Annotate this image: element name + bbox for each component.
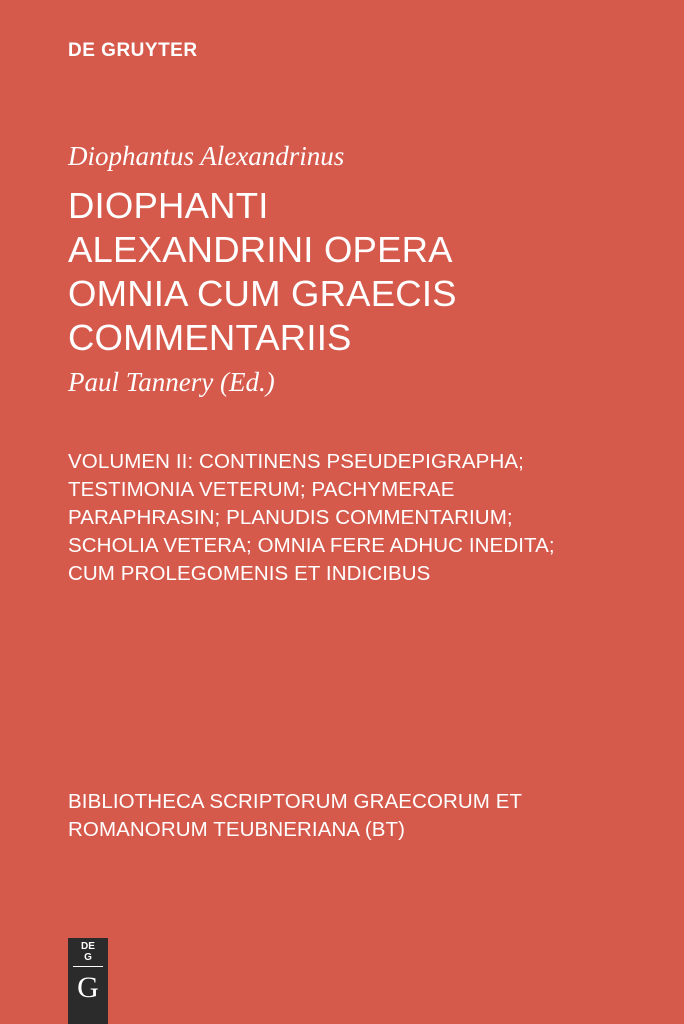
book-title [68, 184, 668, 360]
editor-name: Paul Tannery (Ed.) [68, 367, 275, 397]
title-line: ALEXANDRINI OPERA [68, 229, 453, 270]
publisher-name: DE GRUYTER [68, 40, 198, 61]
logo-small-text [68, 941, 108, 963]
volume-description [68, 448, 668, 588]
de-gruyter-logo [68, 938, 108, 1024]
title-line: DIOPHANTI [68, 185, 269, 226]
volume-line: CUM PROLEGOMENIS ET INDICIBUS [68, 562, 431, 585]
volume-line: VOLUMEN II: CONTINENS PSEUDEPIGRAPHA; [68, 450, 524, 473]
title-line: COMMENTARIIS [68, 317, 352, 358]
volume-line: PARAPHRASIN; PLANUDIS COMMENTARIUM; [68, 506, 513, 529]
logo-divider [73, 966, 103, 967]
series-title [68, 788, 668, 844]
logo-de-text: DE [81, 941, 95, 952]
series-line: BIBLIOTHECA SCRIPTORUM GRAECORUM ET [68, 790, 523, 813]
title-line: OMNIA CUM GRAECIS [68, 273, 457, 314]
author-name: Diophantus Alexandrinus [68, 141, 345, 171]
logo-g-small-text: G [84, 952, 92, 963]
volume-line: SCHOLIA VETERA; OMNIA FERE ADHUC INEDITA; [68, 534, 555, 557]
logo-g-letter: G [77, 971, 99, 1004]
series-line: ROMANORUM TEUBNERIANA (BT) [68, 818, 406, 841]
volume-line: TESTIMONIA VETERUM; PACHYMERAE [68, 478, 455, 501]
